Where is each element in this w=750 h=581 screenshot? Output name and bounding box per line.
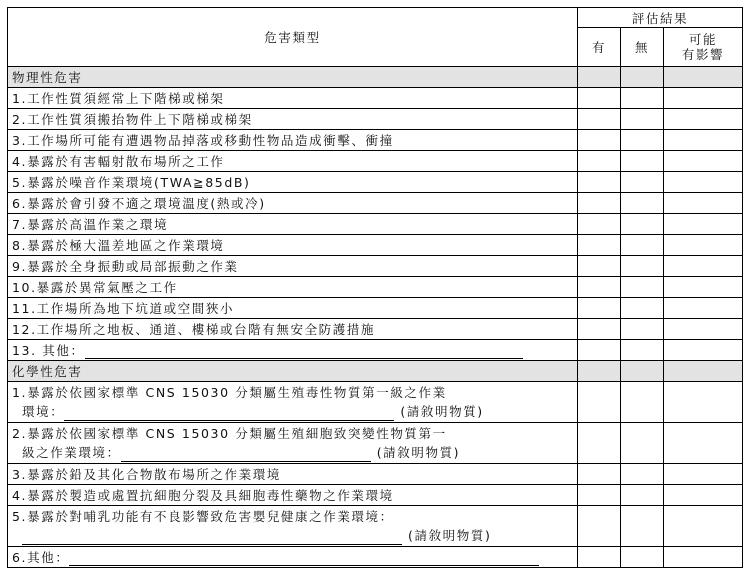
hazard-item: 5.暴露於噪音作業環境(TWA≧85dB) — [8, 172, 578, 193]
maybe-cell[interactable] — [664, 277, 743, 298]
no-cell[interactable] — [621, 485, 664, 506]
hazard-assessment-form — [7, 7, 742, 576]
yes-cell[interactable] — [578, 547, 621, 568]
hazard-item: 4.暴露於製造或處置抗細胞分裂及具細胞毒性藥物之作業環境 — [8, 485, 578, 506]
hazard-item: 7.暴露於高溫作業之環境 — [8, 214, 578, 235]
section-title: 物理性危害 — [8, 67, 578, 88]
no-cell[interactable] — [621, 88, 664, 109]
maybe-cell[interactable] — [664, 298, 743, 319]
no-cell[interactable] — [621, 464, 664, 485]
table-row — [8, 214, 743, 235]
hazard-item: 5.暴露於對哺乳功能有不良影響致危害嬰兒健康之作業環境： (請敘明物質) — [8, 506, 578, 547]
yes-cell[interactable] — [578, 319, 621, 340]
table-row — [8, 319, 743, 340]
no-cell[interactable] — [621, 151, 664, 172]
maybe-cell[interactable] — [664, 382, 743, 423]
table-row — [8, 547, 743, 568]
yes-cell[interactable] — [578, 382, 621, 423]
yes-cell[interactable] — [578, 256, 621, 277]
table-row — [8, 235, 743, 256]
table-row — [8, 256, 743, 277]
no-cell[interactable] — [621, 256, 664, 277]
section-chemical — [8, 361, 743, 382]
maybe-cell[interactable] — [664, 151, 743, 172]
no-cell[interactable] — [621, 382, 664, 423]
table-row — [8, 485, 743, 506]
hazard-item: 2.工作性質須搬抬物件上下階梯或梯架 — [8, 109, 578, 130]
maybe-cell[interactable] — [664, 172, 743, 193]
table-row — [8, 506, 743, 547]
substance-blank-line[interactable] — [121, 447, 371, 462]
no-cell[interactable] — [621, 298, 664, 319]
no-cell[interactable] — [621, 506, 664, 547]
hazard-item: 1.暴露於依國家標準 CNS 15030 分類屬生殖毒性物質第一級之作業 環境： (請敘明物質) — [8, 382, 578, 423]
no-cell[interactable] — [621, 340, 664, 361]
no-cell[interactable] — [621, 109, 664, 130]
table-row — [8, 464, 743, 485]
table-row — [8, 340, 743, 361]
section-physical — [8, 67, 743, 88]
maybe-cell[interactable] — [664, 464, 743, 485]
maybe-cell[interactable] — [664, 130, 743, 151]
maybe-cell[interactable] — [664, 340, 743, 361]
yes-cell[interactable] — [578, 485, 621, 506]
maybe-cell[interactable] — [664, 193, 743, 214]
no-cell[interactable] — [621, 423, 664, 464]
yes-cell[interactable] — [578, 298, 621, 319]
no-cell[interactable] — [621, 319, 664, 340]
hazard-assessment-table — [7, 7, 743, 568]
hazard-item: 12.工作場所之地板、通道、樓梯或台階有無安全防護措施 — [8, 319, 578, 340]
hazard-item: 8.暴露於極大溫差地區之作業環境 — [8, 235, 578, 256]
hazard-item: 3.暴露於鉛及其化合物散布場所之作業環境 — [8, 464, 578, 485]
substance-blank-line[interactable] — [22, 530, 402, 545]
no-cell[interactable] — [621, 172, 664, 193]
hazard-item: 3.工作場所可能有遭遇物品掉落或移動性物品造成衝擊、衝撞 — [8, 130, 578, 151]
hazard-item: 4.暴露於有害輻射散布場所之工作 — [8, 151, 578, 172]
maybe-cell[interactable] — [664, 506, 743, 547]
no-cell[interactable] — [621, 214, 664, 235]
other-blank-line[interactable] — [69, 551, 539, 566]
yes-cell[interactable] — [578, 109, 621, 130]
yes-header: 有 — [578, 28, 621, 67]
maybe-cell[interactable] — [664, 109, 743, 130]
no-cell[interactable] — [621, 235, 664, 256]
yes-cell[interactable] — [578, 464, 621, 485]
yes-cell[interactable] — [578, 193, 621, 214]
yes-cell[interactable] — [578, 423, 621, 464]
maybe-cell[interactable] — [664, 423, 743, 464]
other-blank-line[interactable] — [85, 344, 523, 359]
table-row — [8, 382, 743, 423]
yes-cell[interactable] — [578, 88, 621, 109]
hazard-item: 11.工作場所為地下坑道或空間狹小 — [8, 298, 578, 319]
table-row — [8, 277, 743, 298]
table-row — [8, 88, 743, 109]
hazard-item: 10.暴露於異常氣壓之工作 — [8, 277, 578, 298]
maybe-cell[interactable] — [664, 214, 743, 235]
no-header: 無 — [621, 28, 664, 67]
yes-cell[interactable] — [578, 235, 621, 256]
table-row — [8, 109, 743, 130]
hazard-item: 2.暴露於依國家標準 CNS 15030 分類屬生殖細胞致突變性物質第一 級之作業環境： (請敘明物質) — [8, 423, 578, 464]
hazard-item-other: 13. 其他： — [8, 340, 578, 361]
yes-cell[interactable] — [578, 151, 621, 172]
result-group-header: 評估結果 — [578, 8, 743, 28]
maybe-cell[interactable] — [664, 547, 743, 568]
table-row — [8, 423, 743, 464]
yes-cell[interactable] — [578, 130, 621, 151]
no-cell[interactable] — [621, 130, 664, 151]
hazard-item: 9.暴露於全身振動或局部振動之作業 — [8, 256, 578, 277]
no-cell[interactable] — [621, 193, 664, 214]
no-cell[interactable] — [621, 277, 664, 298]
yes-cell[interactable] — [578, 340, 621, 361]
maybe-cell[interactable] — [664, 319, 743, 340]
hazard-item: 6.暴露於會引發不適之環境溫度(熱或冷) — [8, 193, 578, 214]
hazard-item-other: 6.其他： — [8, 547, 578, 568]
maybe-cell[interactable] — [664, 235, 743, 256]
hazard-item: 1.工作性質須經常上下階梯或梯架 — [8, 88, 578, 109]
table-row — [8, 151, 743, 172]
table-row — [8, 172, 743, 193]
yes-cell[interactable] — [578, 277, 621, 298]
maybe-cell[interactable] — [664, 256, 743, 277]
table-row — [8, 298, 743, 319]
maybe-cell[interactable] — [664, 485, 743, 506]
hazard-type-header: 危害類型 — [8, 8, 578, 67]
no-cell[interactable] — [621, 547, 664, 568]
maybe-cell[interactable] — [664, 88, 743, 109]
substance-blank-line[interactable] — [64, 406, 394, 421]
section-title: 化學性危害 — [8, 361, 578, 382]
table-row — [8, 130, 743, 151]
maybe-header: 可能 有影響 — [664, 28, 743, 67]
yes-cell[interactable] — [578, 506, 621, 547]
yes-cell[interactable] — [578, 214, 621, 235]
table-row — [8, 193, 743, 214]
yes-cell[interactable] — [578, 172, 621, 193]
